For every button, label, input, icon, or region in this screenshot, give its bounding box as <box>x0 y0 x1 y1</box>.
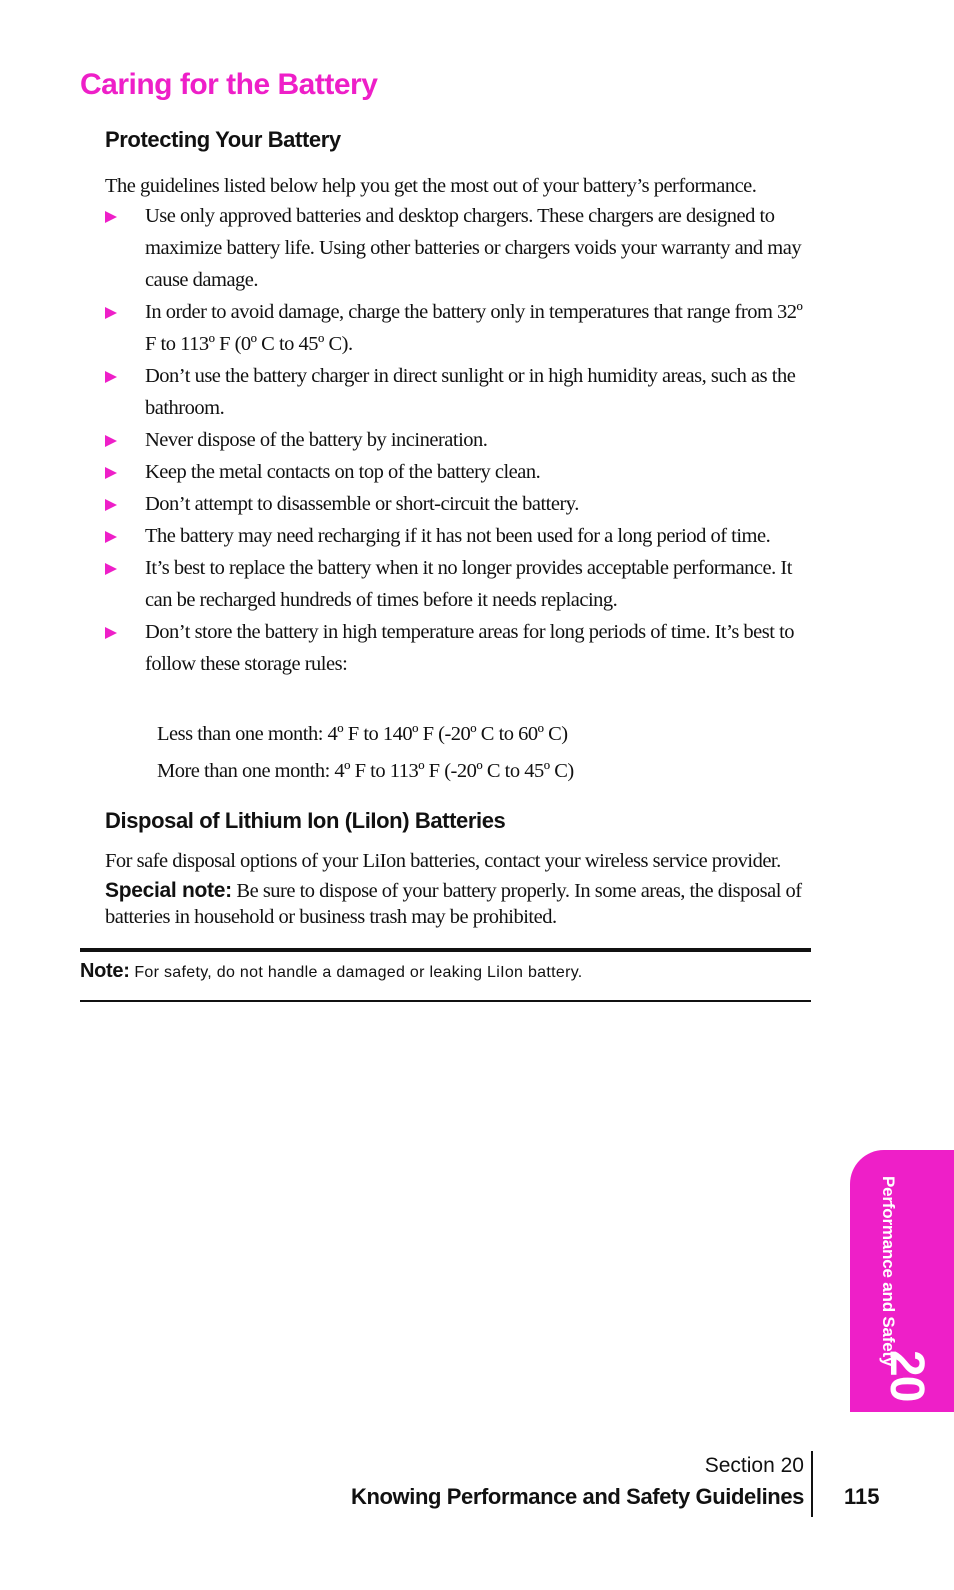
storage-rule-short-term: Less than one month: 4º F to 140º F (-20º C to 60º C) <box>157 723 568 745</box>
special-note <box>105 878 820 930</box>
section-tab-number: 20 <box>880 1350 933 1402</box>
disposal-paragraph: For safe disposal options of your LiIon batteries, contact your wireless service provider. <box>105 850 781 872</box>
bullet-arrow-icon <box>105 531 117 543</box>
section-tab-label: Performance and Safety <box>879 1176 898 1367</box>
bullet-arrow-icon <box>105 211 117 223</box>
intro-paragraph: The guidelines listed below help you get the most out of your battery’s performance. <box>105 175 757 197</box>
bullet-arrow-icon <box>105 435 117 447</box>
list-item <box>105 520 815 552</box>
battery-guidelines-list <box>105 200 815 680</box>
note-label: Note: <box>80 960 130 982</box>
bullet-arrow-icon <box>105 627 117 639</box>
bullet-arrow-icon <box>105 499 117 511</box>
bullet-arrow-icon <box>105 467 117 479</box>
list-item <box>105 424 815 456</box>
footer-divider <box>811 1451 813 1517</box>
list-item-text: Use only approved batteries and desktop chargers. These chargers are designed to maximize battery life. Using other batteries or chargers voids your warranty and may cause damage. <box>145 205 802 291</box>
special-note-label: Special note: <box>105 879 232 902</box>
list-item <box>105 616 815 680</box>
list-item-text: Don’t store the battery in high temperature areas for long periods of time. It’s best to follow these storage rules: <box>145 621 795 675</box>
list-item <box>105 360 815 424</box>
list-item-text: Don’t use the battery charger in direct sunlight or in high humidity areas, such as the bathroom. <box>145 365 796 419</box>
storage-rule-long-term: More than one month: 4º F to 113º F (-20º C to 45º C) <box>157 760 574 782</box>
disposal-heading: Disposal of Lithium Ion (LiIon) Batteries <box>105 808 506 833</box>
protecting-battery-heading: Protecting Your Battery <box>105 127 341 152</box>
list-item <box>105 200 815 296</box>
list-item-text: Don’t attempt to disassemble or short-circuit the battery. <box>145 493 579 515</box>
list-item-text: Keep the metal contacts on top of the battery clean. <box>145 461 541 483</box>
note-text: For safety, do not handle a damaged or leaking LiIon battery. <box>134 964 583 981</box>
bullet-arrow-icon <box>105 307 117 319</box>
list-item <box>105 296 815 360</box>
list-item <box>105 456 815 488</box>
special-note-text: Be sure to dispose of your battery properly. In some areas, the disposal of batteries in household or business trash may be prohibited. <box>105 880 802 928</box>
footer-section-label: Section 20 <box>704 1454 804 1477</box>
page-number: 115 <box>844 1484 880 1509</box>
note <box>80 960 583 983</box>
list-item-text: It’s best to replace the battery when it no longer provides acceptable performance. It can be recharged hundreds of times before it needs replacing. <box>145 557 792 611</box>
storage-rules <box>157 716 817 790</box>
footer-section-title: Knowing Performance and Safety Guidelines <box>350 1484 804 1509</box>
page-title: Caring for the Battery <box>80 68 378 101</box>
list-item <box>105 488 815 520</box>
list-item-text: In order to avoid damage, charge the battery only in temperatures that range from 32º F to 113º F (0º C to 45º C). <box>145 301 803 355</box>
note-box <box>80 948 811 1002</box>
list-item-text: The battery may need recharging if it has not been used for a long period of time. <box>145 525 771 547</box>
bullet-arrow-icon <box>105 371 117 383</box>
list-item <box>105 552 815 616</box>
bullet-arrow-icon <box>105 563 117 575</box>
list-item-text: Never dispose of the battery by incineration. <box>145 429 488 451</box>
